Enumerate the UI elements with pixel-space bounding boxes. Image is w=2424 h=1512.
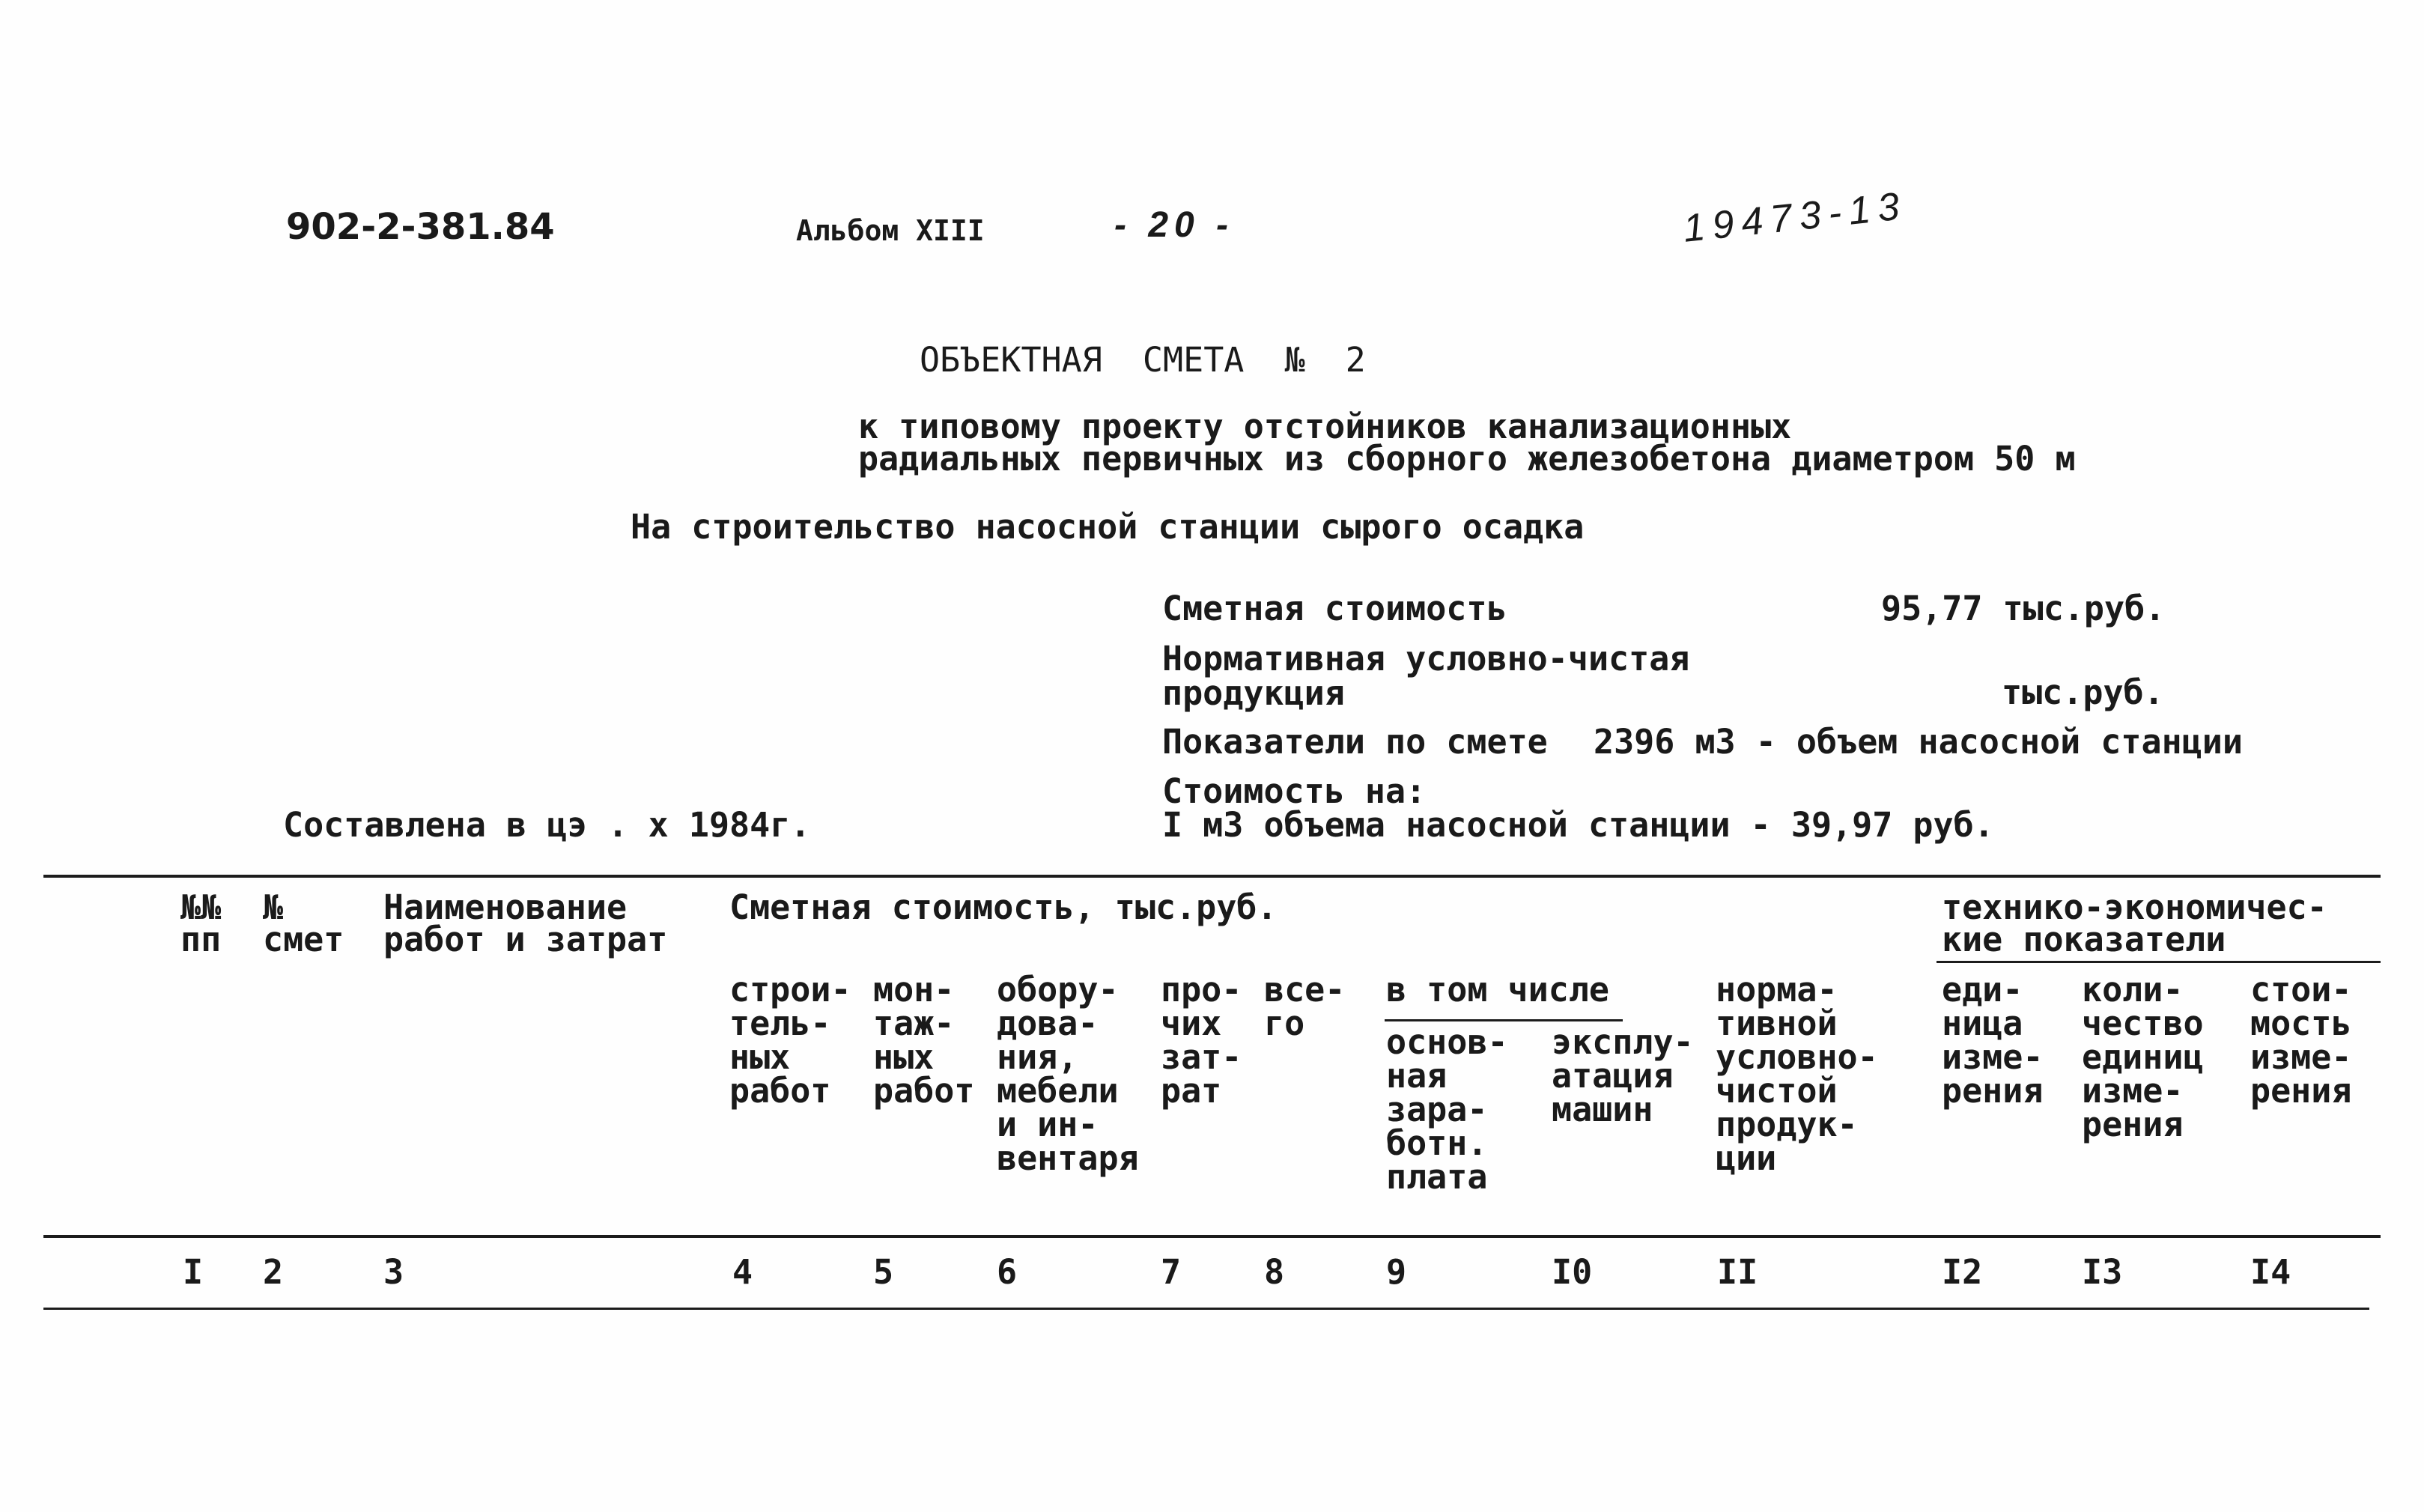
column-number: I4 xyxy=(2250,1252,2291,1292)
subtitle-line: радиальных первичных из сборного железобетона диаметром 50 м xyxy=(858,439,2076,479)
header-work-name: Наименование работ и затрат xyxy=(383,887,668,959)
document-title: ОБЪЕКТНАЯ СМЕТА № 2 xyxy=(920,340,1366,380)
compiled-note: Составлена в цэ . х 1984г. xyxy=(283,805,811,845)
column-number: 2 xyxy=(263,1252,284,1292)
column-number: I0 xyxy=(1552,1252,1593,1292)
net-output-value: тыс.руб. xyxy=(2002,672,2164,712)
header-total: все- го xyxy=(1264,970,1346,1043)
column-number: 4 xyxy=(732,1252,753,1292)
header-estimate-number: № смет xyxy=(263,887,344,959)
column-number: I xyxy=(183,1252,204,1292)
cost-label: Сметная стоимость xyxy=(1162,589,1507,628)
header-other: про- чих зат- рат xyxy=(1161,970,1242,1111)
table-bottom-rule xyxy=(43,1308,2369,1310)
page-number: - 20 - xyxy=(1114,205,1235,245)
header-unit-cost: стои- мость изме- рения xyxy=(2250,970,2352,1111)
table-top-rule xyxy=(43,875,2381,878)
column-number: I3 xyxy=(2082,1252,2123,1292)
subtitle-line: к типовому проекту отстойников канализационных xyxy=(858,407,1792,446)
header-wages: основ- ная зара- ботн. плата xyxy=(1386,1022,1508,1197)
column-number: 6 xyxy=(997,1252,1018,1292)
column-number: I2 xyxy=(1942,1252,1983,1292)
object-name: На строительство насосной станции сырого осадка xyxy=(631,507,1585,547)
header-net-output: норма- тивной условно- чистой продук- ции xyxy=(1716,970,1878,1178)
tech-group-underline xyxy=(1937,961,2381,963)
cost-value: 95,77 тыс.руб. xyxy=(1881,589,2166,628)
document-code: 902-2-381.84 xyxy=(286,206,555,248)
indicators-label: Показатели по смете xyxy=(1162,722,1548,762)
column-number: 3 xyxy=(383,1252,404,1292)
header-bottom-rule xyxy=(43,1235,2381,1238)
unit-cost-value: I м3 объема насосной станции - 39,97 руб. xyxy=(1162,805,1994,845)
header-group-including: в том числе xyxy=(1386,970,1610,1009)
header-unit: еди- ница изме- рения xyxy=(1942,970,2044,1111)
header-machines: эксплу- атация машин xyxy=(1552,1022,1694,1129)
indicators-value: 2396 м3 - объем насосной станции xyxy=(1594,722,2243,762)
column-number: 8 xyxy=(1264,1252,1285,1292)
column-number: II xyxy=(1717,1252,1758,1292)
header-installation: мон- таж- ных работ xyxy=(873,970,975,1111)
column-number: 5 xyxy=(873,1252,894,1292)
column-number: 9 xyxy=(1386,1252,1407,1292)
including-group-underline xyxy=(1385,1019,1623,1021)
column-number: 7 xyxy=(1161,1252,1182,1292)
unit-cost-label: Стоимость на: xyxy=(1162,771,1427,811)
header-row-number: №№ пп xyxy=(180,887,222,959)
header-group-cost: Сметная стоимость, тыс.руб. xyxy=(729,887,1278,927)
header-quantity: коли- чество единиц изме- рения xyxy=(2082,970,2204,1144)
archive-number: 19473-13 xyxy=(1680,183,1910,251)
header-equipment: обору- дова- ния, мебели и ин- вентаря xyxy=(997,970,1139,1178)
header-construction: строи- тель- ных работ xyxy=(729,970,851,1111)
net-output-label: Нормативная условно-чистая продукция xyxy=(1162,639,1690,713)
album-label: Альбом XIII xyxy=(796,214,985,247)
header-group-tech: технико-экономичес- кие показатели xyxy=(1942,887,2327,959)
